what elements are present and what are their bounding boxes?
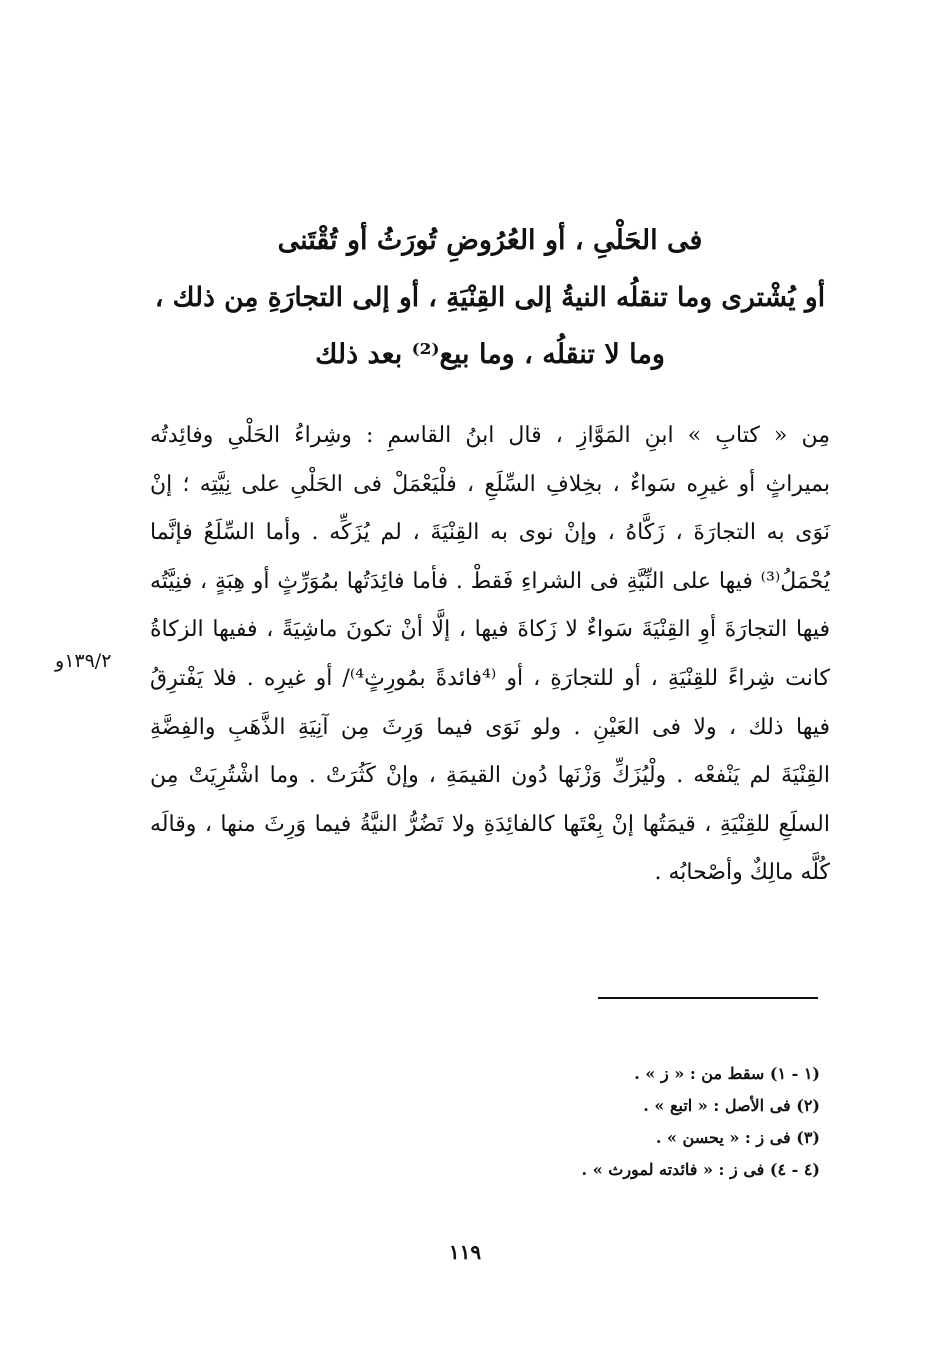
footnotes — [400, 1058, 820, 1186]
footnote: (١ - ١) سقط من : « ز » . — [634, 1064, 820, 1083]
body-line: كانت شِراءً للقِنْيَةِ ، أو للتجارَةِ ، أو ⁽⁴فائدةً بمُورِثٍ⁴⁾/ أو غيرِه . فلا يَفْترِقُ — [150, 665, 831, 691]
footnote-divider — [598, 997, 818, 999]
heading-line: أو يُشْترى وما تنقلُه النيةُ إلى القِنْيَةِ ، أو إلى التجارَةِ مِن ذلك ، — [154, 282, 826, 313]
body-line: مِن « كتابِ » ابنِ المَوَّازِ ، قال ابنُ القاسمِ : وشِراءُ الحَلْىِ وفائِدتُه — [150, 423, 830, 448]
body-line: كُلَّه مالِكٌ وأصْحابُه . — [654, 860, 830, 886]
body-paragraph — [150, 412, 830, 898]
heading-line: فى الحَلْىِ ، أو العُرُوضِ تُورَثُ أو تُقْتَنى — [277, 225, 703, 256]
footnote: (٢) فى الأصل : « اتبع » . — [643, 1096, 820, 1115]
footnote: (٣) فى ز : « يحسن » . — [655, 1128, 820, 1147]
heading-line: وما لا تنقلُه ، وما بيع⁽²⁾ بعد ذلك — [315, 339, 665, 370]
body-line: السلَعِ للقِنْيَةِ ، قيمَتُها إنْ بِعْتَها كالفائِدَةِ ولا تَضُرُّ النيَّةُ فيما وَرِثَ منها ، وقالَه — [150, 811, 830, 837]
page-number: ١١٩ — [448, 1240, 482, 1264]
body-line: نَوَى به التجارَةَ ، زَكَّاهُ ، وإنْ نوى به القِنْيَةَ ، لم يُزَكِّه . وأما السِّلَعُ فإنَّما — [150, 520, 830, 546]
body-line: فيها ذلك ، ولا فى العَيْنِ . ولو نَوَى فيما وَرِثَ مِن آنِيَةِ الذَّهَبِ والفِضَّةِ — [150, 714, 830, 740]
manuscript-folio-note: ١٣٩/٢و — [55, 650, 112, 672]
footnote: (٤ - ٤) فى ز : « فائدته لمورث » . — [581, 1160, 820, 1179]
body-line: فيها التجارَةَ أوِ القِنْيَةَ سَواءٌ لا زَكاةَ فيها ، إلَّا أنْ تكونَ ماشِيَةً ، ففيها الزكاةُ — [150, 617, 830, 643]
body-line: بميراثٍ أو غيرِه سَواءٌ ، بخِلافِ السِّلَعِ ، فلْيَعْمَلْ فى الحَلْىِ على نِيَّتِه ؛ إنْ — [150, 471, 830, 497]
body-line: يُحْمَلُ⁽³⁾ فيها على النِّيَّةِ فى الشراءِ فَقطْ . فأما فائِدَتُها بمُوَرِّثٍ أو هِبَةٍ ، فنِيَّتُه — [150, 568, 830, 594]
body-line: القِنْيَةَ لم يَنْفعْه . ولْيُزَكِّ وَزْنَها دُون القيمَةِ ، وإنْ كَثُرَتْ . وما اشْتُرِيَتْ مِن — [150, 763, 830, 789]
chapter-heading — [150, 212, 830, 383]
